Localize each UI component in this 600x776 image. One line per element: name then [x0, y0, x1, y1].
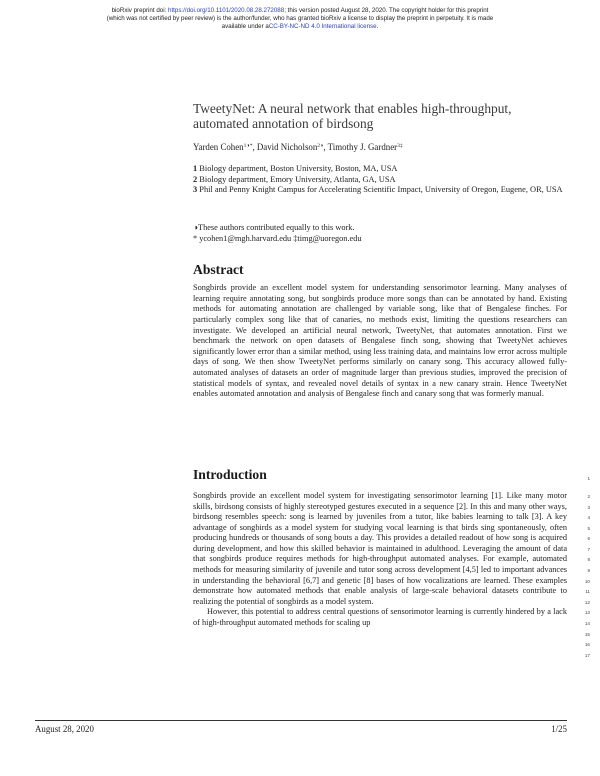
author-list [193, 142, 403, 152]
line-number: 1 [587, 476, 590, 481]
abstract-text: Songbirds provide an excellent model system for understanding sensorimotor learning. Many analyses of learning require annotating song, but songbirds produce more songs than can be annotated by hand. Existing methods for automating annotation are challenged by variable song, like that of Bengalese finches. For particularly complex song like that of canaries, no methods exist, limiting the questions researchers can investigate. We developed an artificial neural network, TweetyNet, that automates annotation. First we benchmark the network on open datasets of Bengalese finch song, showing that TweetyNet achieves significantly lower error than a similar method, using less training data, and maintains low error across multiple days of song. We then show TweetyNet performs similarly on canary song. This accuracy allowed fully-automated analyses of datasets an order of magnitude larger than previous studies, improved the precision of statistical models of syntax, and revealed novel details of syntax in a new canary strain. Hence TweetyNet enables automated annotation and analysis of Bengalese finch and canary song that was formerly manual. [193, 283, 567, 399]
line-number: 12 [584, 600, 590, 605]
license-link[interactable]: CC-BY-NC-ND 4.0 International license [268, 23, 377, 31]
line-number: 17 [584, 653, 590, 658]
author: Yarden Cohen$^{1◑*}$, [193, 142, 257, 152]
line-number: 11 [585, 589, 590, 594]
author: Timothy J. Gardner$^{3\ddagger}$ [327, 142, 403, 152]
footer-divider [35, 720, 567, 721]
paper-title: TweetyNet: A neural network that enables high-throughput, automated annotation of birdsong [193, 101, 512, 131]
intro-paragraph-2: However, this potential to address central questions of sensorimotor learning is currently hindered by a lack of high-throughput automated methods for scaling up [193, 607, 567, 627]
author: David Nicholson$^{2◑}$, [256, 142, 328, 152]
header-line-2: (which was not certified by peer review) is the author/funder, who has granted bioRxiv a license to display the preprint in perpetuity. It is made [106, 15, 494, 23]
line-number: 5 [587, 526, 590, 531]
introduction-body [193, 491, 567, 628]
line-number: 14 [584, 621, 590, 626]
contact-emails: * ycohen1@mgh.harvard.edu ‡timg@uoregon.edu [193, 233, 362, 243]
line-number: 3 [587, 505, 590, 510]
header-line-3: available under aCC-BY-NC-ND 4.0 International license. [221, 23, 379, 31]
page-number: 1/25 [551, 724, 567, 734]
header-line-1: bioRxiv preprint doi: https://doi.org/10.1101/2020.08.28.272088; this version posted August 28, 2020. The copyright holder for this preprint [111, 7, 489, 14]
affiliation: 1 Biology department, Boston University, Boston, MA, USA [193, 164, 398, 173]
preprint-header [0, 7, 600, 32]
affiliation: 3 Phil and Penny Knight Campus for Accelerating Scientific Impact, University of Oregon, Eugene, OR, USA [193, 185, 563, 195]
doi-link[interactable]: https://doi.org/10.1101/2020.08.28.272088 [168, 7, 285, 14]
line-number: 4 [587, 515, 590, 520]
line-number: 2 [587, 494, 590, 499]
line-number: 7 [587, 547, 590, 552]
line-number: 6 [587, 536, 590, 541]
introduction-heading: Introduction [193, 467, 267, 482]
line-number: 15 [584, 632, 590, 637]
affiliation: 2 Biology department, Emory University, Atlanta, GA, USA [193, 174, 396, 184]
affiliations [193, 164, 573, 196]
line-number: 8 [587, 557, 590, 562]
equal-contribution-note: ◑These authors contributed equally to this work. [193, 223, 355, 232]
line-number: 16 [584, 642, 590, 647]
line-number: 9 [587, 568, 590, 573]
line-number: 10 [584, 579, 590, 584]
line-number: 13 [584, 610, 590, 615]
abstract-heading: Abstract [193, 262, 244, 277]
author-notes [193, 223, 573, 244]
intro-paragraph-1: Songbirds provide an excellent model system for investigating sensorimotor learning [1]. Like many motor skills, birdsong consists of highly stereotyped gestures executed in a sequence [2]. In this and many other ways, birdsong resembles speech: song is learned by juveniles from a tutor, like babies learning to talk [3]. A key advantage of songbirds as a model system for studying vocal learning is that birds sing spontaneously, often producing hundreds or thousands of song bouts a day. This provides a detailed readout of how song is acquired during development, and how this skilled behavior is maintained in adulthood. Leveraging the amount of data that songbirds produce requires methods for high-throughput automated analyses. For example, automated methods for measuring similarity of juvenile and tutor song across development [4,5] led to important advances in understanding the behavioral [6,7] and genetic [8] bases of how vocalizations are learned. These examples demonstrate how automated methods that enable analysis of large-scale behavioral datasets contribute to realizing the potential of songbirds as a model system. [193, 491, 567, 606]
footer-date: August 28, 2020 [35, 724, 94, 734]
